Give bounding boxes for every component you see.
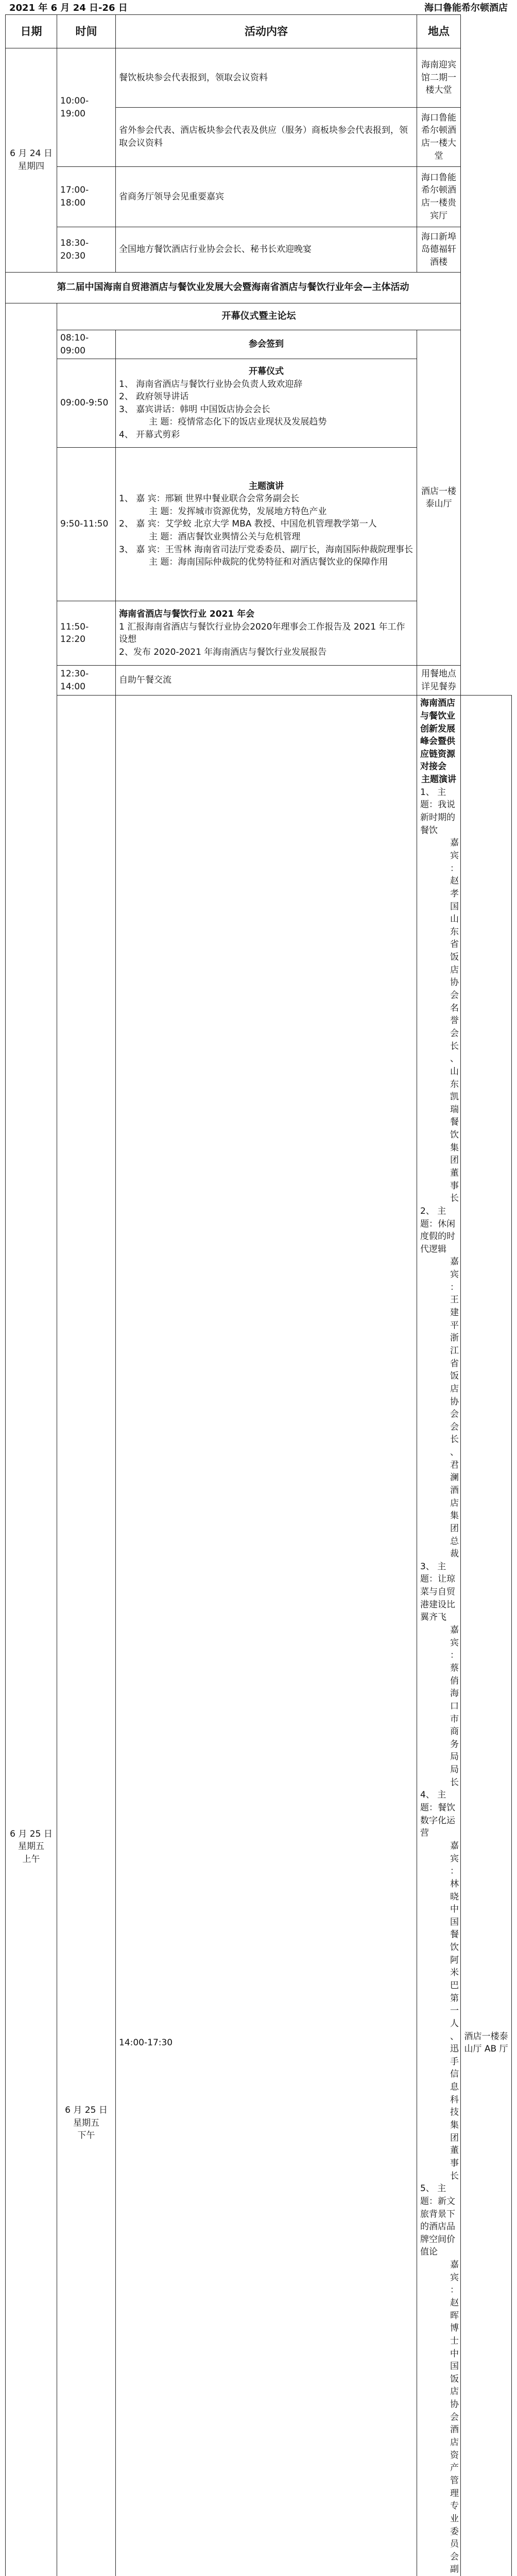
list-item: 1、 主 题：我说新时期的餐饮 xyxy=(420,786,457,837)
weekday-label: 星期四 xyxy=(9,160,54,173)
content-cell: 餐饮板块参会代表报到，领取会议资料 xyxy=(116,48,417,108)
location-cell: 海口新埠岛德福轩酒楼 xyxy=(417,227,461,273)
table-row xyxy=(6,48,512,108)
table-header-row xyxy=(6,15,512,48)
location-cell: 酒店一楼泰山厅 xyxy=(417,330,461,666)
list-item: 2、 政府领导讲话 xyxy=(119,391,413,403)
content-cell: 全国地方餐饮酒店行业协会会长、秘书长欢迎晚宴 xyxy=(116,227,417,273)
list-item: 5、 主 题：新文旅背景下的酒店品牌空间价值论 xyxy=(420,2182,457,2259)
table-row xyxy=(6,227,512,273)
table-row xyxy=(6,303,512,330)
period-label: 下午 xyxy=(60,2129,112,2142)
content-cell: 省商务厅领导会见重要嘉宾 xyxy=(116,167,417,227)
content-cell xyxy=(116,601,417,666)
opening-title: 开幕仪式 xyxy=(119,365,413,378)
content-cell xyxy=(417,696,461,2576)
table-row xyxy=(6,330,512,359)
summit-title: 海南酒店与餐饮业创新发展峰会暨供应链资源对接会 xyxy=(420,697,457,773)
time-cell: 17:00-18:00 xyxy=(57,167,116,227)
location-cell: 海口鲁能希尔顿酒店一楼贵宾厅 xyxy=(417,167,461,227)
time-cell: 14:00-17:30 xyxy=(116,696,417,2576)
schedule-header xyxy=(5,0,512,14)
weekday-label: 星期五 xyxy=(60,2117,112,2130)
list-item: 嘉 宾：赵孝国 山东省饭店协会名誉会长、山东凯瑞餐饮集团董事长 xyxy=(420,837,457,1205)
list-item: 主 题：疫情常态化下的饭店业现状及发展趋势 xyxy=(119,416,413,429)
content-cell xyxy=(116,359,417,448)
location-cell: 海口鲁能希尔顿酒店一楼大堂 xyxy=(417,108,461,167)
date-label: 6 月 25 日 xyxy=(60,2104,112,2117)
time-cell: 08:10-09:00 xyxy=(57,330,116,359)
list-item: 嘉 宾：蔡 俏 海口市商务局局长 xyxy=(420,1624,457,1789)
list-item: 2、 嘉 宾：艾学蛟 北京大学 MBA 教授、中国危机管理教学第一人 xyxy=(119,518,413,531)
list-item: 2、发布 2020-2021 年海南酒店与餐饮行业发展报告 xyxy=(119,646,413,659)
list-item: 主 题：海南国际仲裁院的优势特征和对酒店餐饮业的保障作用 xyxy=(119,556,413,569)
col-date: 日期 xyxy=(6,15,57,48)
section-title-row xyxy=(6,273,512,303)
time-cell: 18:30-20:30 xyxy=(57,227,116,273)
list-item: 1、 嘉 宾：邢颖 世界中餐业联合会常务副会长 xyxy=(119,493,413,505)
time-cell: 9:50-11:50 xyxy=(57,448,116,601)
schedule-table xyxy=(5,14,512,2576)
venue-name: 海口鲁能希尔顿酒店 xyxy=(424,1,508,14)
col-time: 时间 xyxy=(57,15,116,48)
list-item: 嘉 宾：王建平 浙江省饭店协会会长、君澜酒店集团总裁 xyxy=(420,1256,457,1560)
list-item: 1 汇报海南省酒店与餐饮行业协会2020年理事会工作报告及 2021 年工作设想 xyxy=(119,621,413,646)
content-cell: 省外参会代表、酒店板块参会代表及供应（服务）商板块参会代表报到，领取会议资料 xyxy=(116,108,417,167)
date-label: 6 月 25 日 xyxy=(9,1828,54,1841)
content-cell xyxy=(116,448,417,601)
list-item: 3、 嘉 宾：王雪林 海南省司法厅党委委员、副厅长，海南国际仲裁院理事长 xyxy=(119,544,413,556)
main-activity-title: 第二届中国海南自贸港酒店与餐饮业发展大会暨海南省酒店与餐饮行业年会—主体活动 xyxy=(6,273,461,303)
summit-subtitle: 主题演讲 xyxy=(420,773,457,786)
annual-title: 海南省酒店与餐饮行业 2021 年会 xyxy=(119,608,413,621)
col-location: 地点 xyxy=(417,15,461,48)
content-cell: 参会签到 xyxy=(116,330,417,359)
day2am-date-cell xyxy=(6,303,57,2576)
list-item: 4、 开幕式剪彩 xyxy=(119,429,413,442)
location-cell: 酒店一楼泰山厅 AB 厅 xyxy=(461,696,512,2576)
forum-title: 开幕仪式暨主论坛 xyxy=(57,303,461,330)
date-range: 2021 年 6 月 24 日-26 日 xyxy=(9,1,128,14)
time-cell: 09:00-9:50 xyxy=(57,359,116,448)
period-label: 上午 xyxy=(9,1853,54,1866)
location-cell: 海南迎宾馆二期一楼大堂 xyxy=(417,48,461,108)
table-row xyxy=(6,167,512,227)
weekday-label: 星期五 xyxy=(9,1840,54,1853)
col-content: 活动内容 xyxy=(116,15,417,48)
time-cell: 11:50-12:20 xyxy=(57,601,116,666)
list-item: 嘉 宾：赵晖博士 中国饭店协会酒店资产管理专业委员会副 xyxy=(420,2259,457,2576)
table-row xyxy=(6,666,512,696)
list-item: 2、 主 题：休闲度假的时代逻辑 xyxy=(420,1205,457,1256)
list-item: 1、 海南省酒店与餐饮行业协会负责人致欢迎辞 xyxy=(119,378,413,391)
day2pm-date-cell xyxy=(57,696,116,2576)
list-item: 嘉 宾：林晓 中国餐饮阿米巴第一人、迅手信息科技集团董事长 xyxy=(420,1840,457,2182)
list-item: 4、 主 题：餐饮数字化运营 xyxy=(420,1789,457,1840)
location-cell: 用餐地点详见餐券 xyxy=(417,666,461,696)
list-item: 主 题：发挥城市资源优势，发展地方特色产业 xyxy=(119,505,413,518)
date-label: 6 月 24 日 xyxy=(9,147,54,160)
list-item: 3、 嘉宾讲话：韩明 中国饭店协会会长 xyxy=(119,403,413,416)
content-cell: 自助午餐交流 xyxy=(116,666,417,696)
keynote-title: 主题演讲 xyxy=(119,480,413,493)
time-cell: 10:00-19:00 xyxy=(57,48,116,167)
time-cell: 12:30-14:00 xyxy=(57,666,116,696)
list-item: 3、 主 题：让琼菜与自贸港建设比翼齐飞 xyxy=(420,1561,457,1624)
day1-date-cell xyxy=(6,48,57,273)
list-item: 主 题：酒店餐饮业舆情公关与危机管理 xyxy=(119,531,413,544)
table-row xyxy=(6,696,512,2576)
